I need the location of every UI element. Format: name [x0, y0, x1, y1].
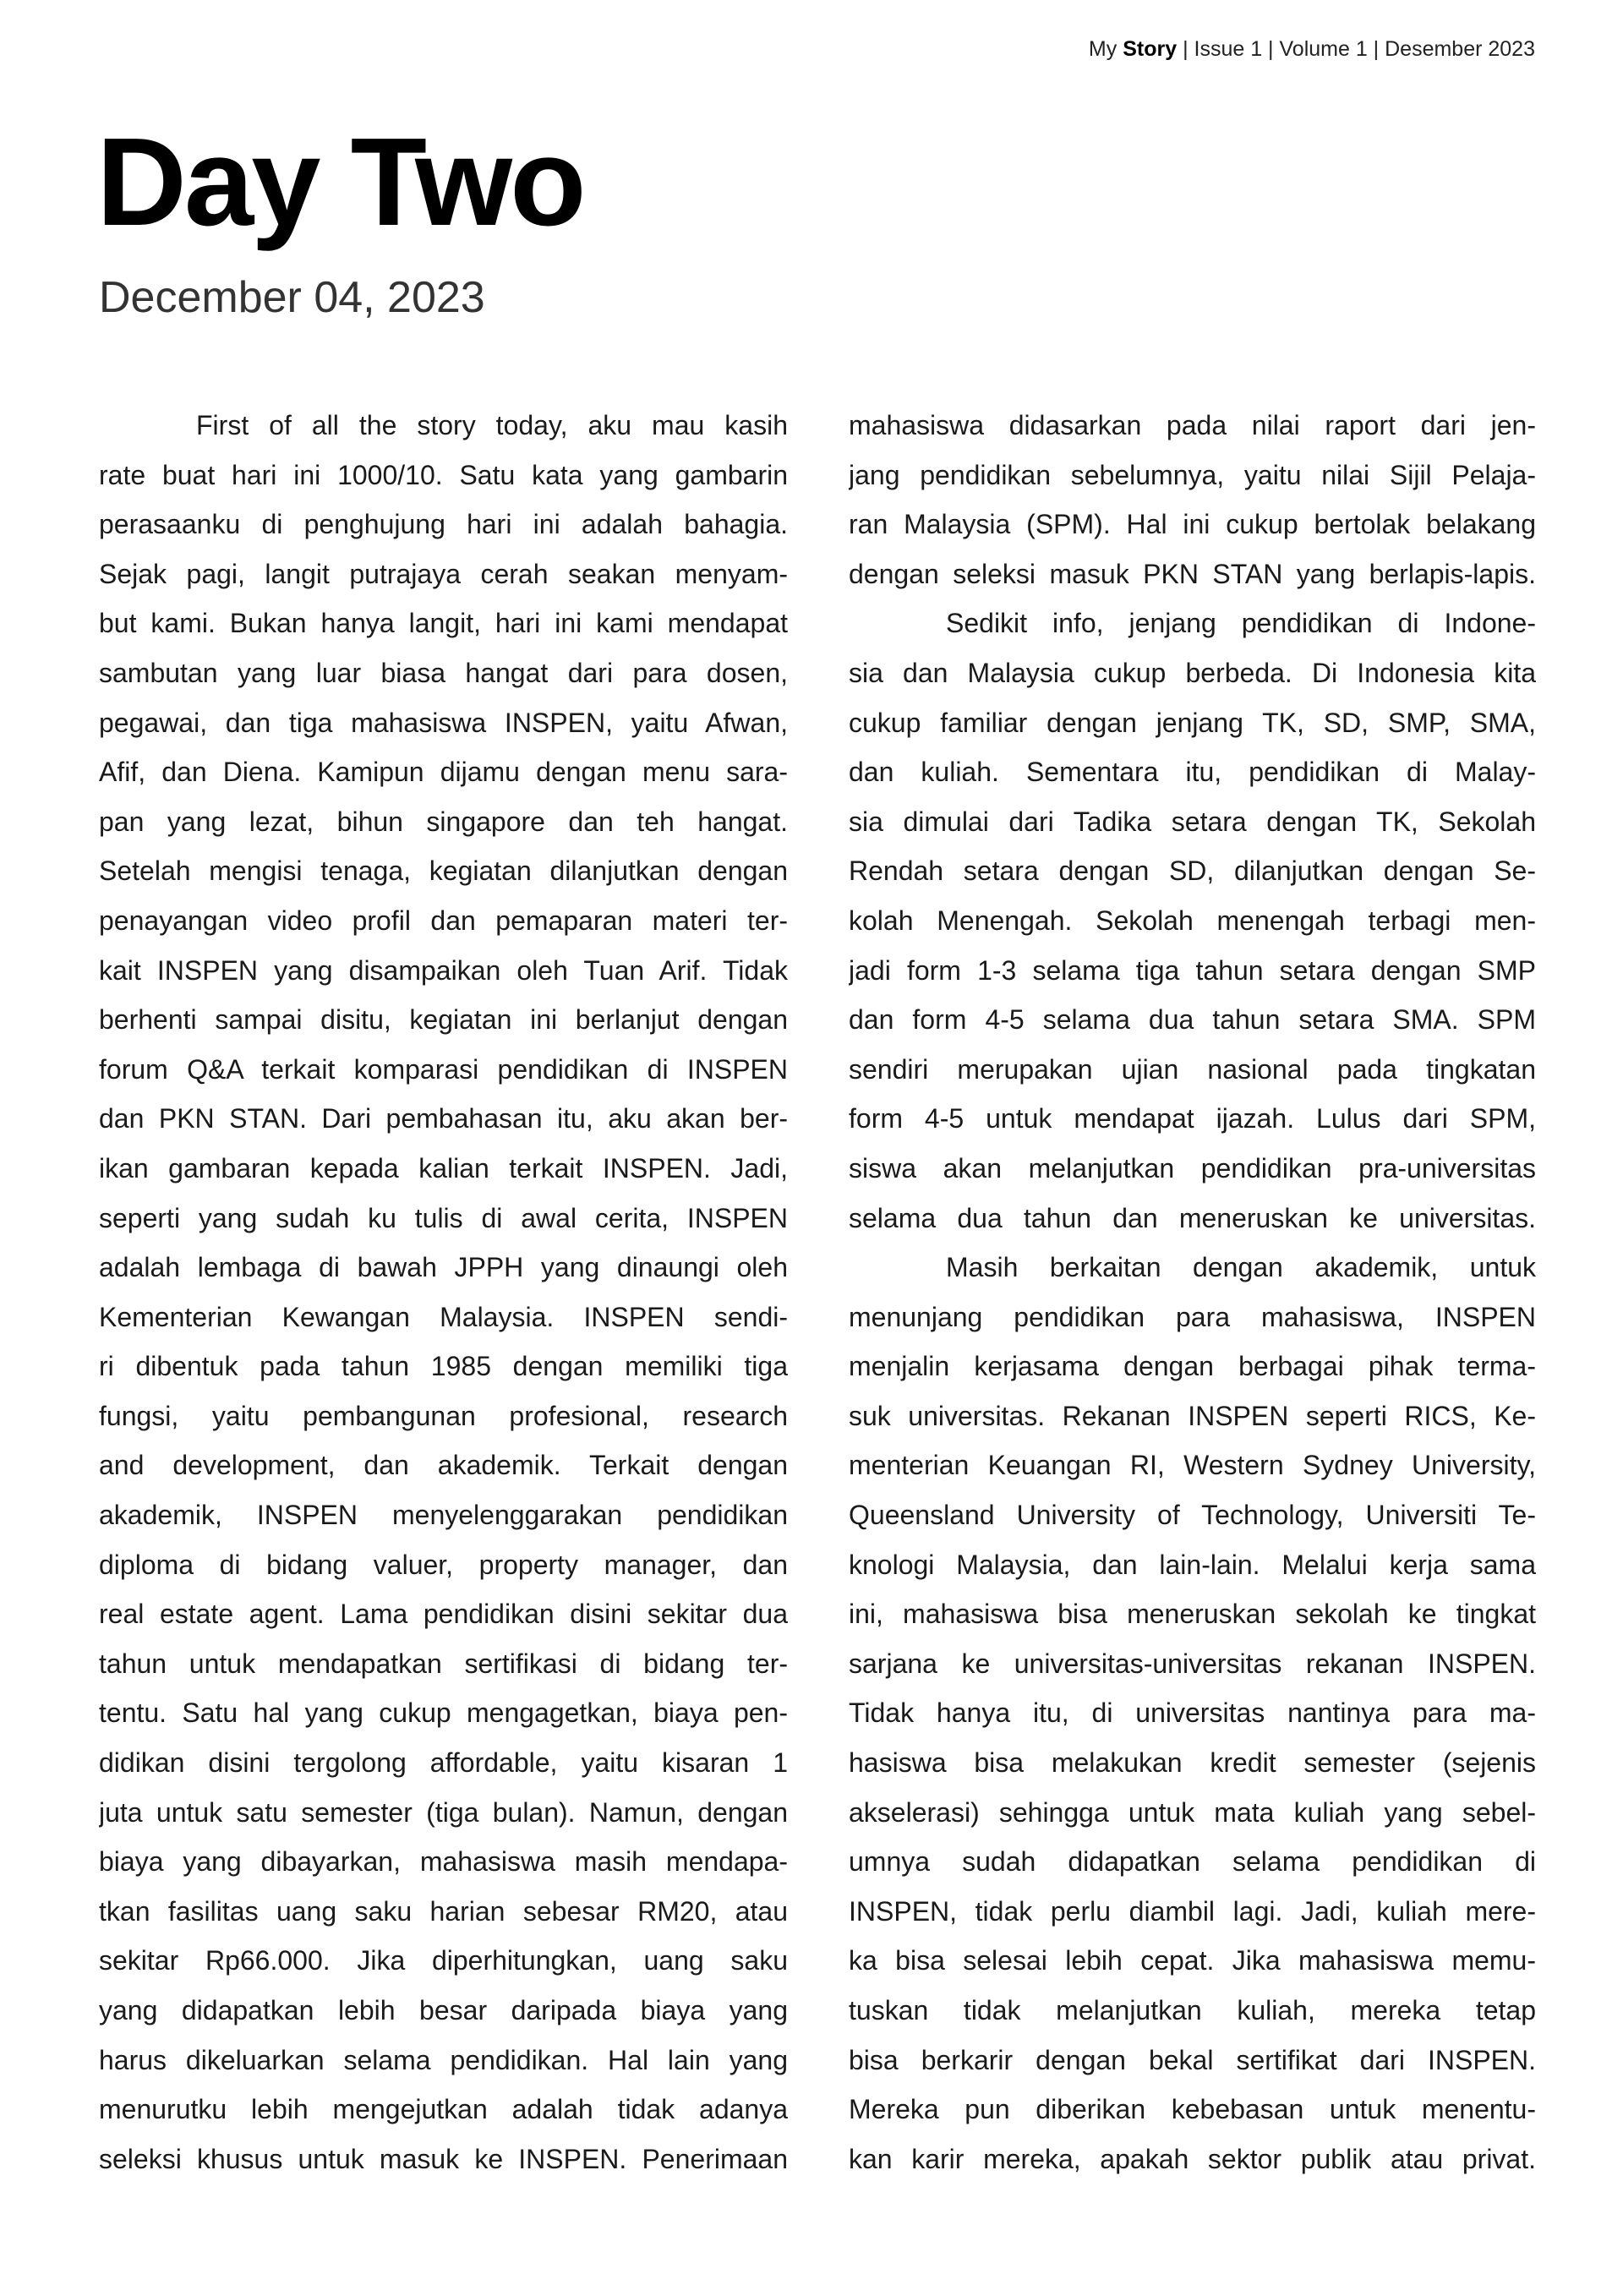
body-text-line: Afif, dan Diena. Kamipun dijamu dengan menu sara- [99, 757, 788, 788]
body-text-line: dengan seleksi masuk PKN STAN yang berlapis-lapis. [849, 558, 1536, 589]
body-text-line: sarjana ke universitas-universitas rekanan INSPEN. [849, 1648, 1536, 1679]
body-text-line: siswa akan melanjutkan pendidikan pra-universitas [849, 1152, 1536, 1184]
body-text-line: forum Q&A terkait komparasi pendidikan di INSPEN [99, 1053, 788, 1085]
body-text-line: akselerasi) sehingga untuk mata kuliah yang sebel- [849, 1796, 1536, 1828]
body-text-line: dan PKN STAN. Dari pembahasan itu, aku akan ber- [99, 1103, 788, 1134]
body-text-line: juta untuk satu semester (tiga bulan). Namun, dengan [99, 1796, 788, 1828]
body-text-line: menjalin kerjasama dengan berbagai pihak terma- [849, 1351, 1536, 1382]
body-text-line: kan karir mereka, apakah sektor publik atau privat. [849, 2143, 1536, 2174]
body-text-line: perasaanku di penghujung hari ini adalah bahagia. [99, 509, 788, 540]
body-text-line: kolah Menengah. Sekolah menengah terbagi men- [849, 905, 1536, 936]
article-date: December 04, 2023 [99, 273, 485, 322]
body-text-line: pegawai, dan tiga mahasiswa INSPEN, yaitu Afwan, [99, 707, 788, 738]
body-text-line: sendiri merupakan ujian nasional pada tingkatan [849, 1053, 1536, 1085]
page-title: Day Two [96, 112, 584, 252]
body-text-line: menunjang pendidikan para mahasiswa, INSPEN [849, 1301, 1536, 1332]
header-issue-info: | Issue 1 | Volume 1 | Desember 2023 [1183, 37, 1535, 61]
body-text-line: First of all the story today, aku mau kasih [196, 410, 788, 440]
body-text-line: jadi form 1-3 selama tiga tahun setara dengan SMP [849, 954, 1536, 986]
body-text-line: hasiswa bisa melakukan kredit semester (sejenis [849, 1747, 1536, 1779]
body-text-line: Masih berkaitan dengan akademik, untuk [946, 1252, 1536, 1283]
body-text-line: INSPEN, tidak perlu diambil lagi. Jadi, kuliah mere- [849, 1895, 1536, 1927]
header-prefix: My [1088, 37, 1118, 61]
body-text-line: penayangan video profil dan pemaparan materi ter- [99, 905, 788, 936]
body-text-line: Sedikit info, jenjang pendidikan di Indone- [946, 608, 1536, 639]
body-text-line: fungsi, yaitu pembangunan profesional, research [99, 1400, 788, 1431]
body-text-line: tahun untuk mendapatkan sertifikasi di bidang ter- [99, 1648, 788, 1679]
body-text-line: berhenti sampai disitu, kegiatan ini berlanjut dengan [99, 1004, 788, 1036]
body-text-line: Mereka pun diberikan kebebasan untuk menentu- [849, 2094, 1536, 2125]
body-text-line: Tidak hanya itu, di universitas nantinya para ma- [849, 1697, 1536, 1729]
body-text-line: adalah lembaga di bawah JPPH yang dinaungi oleh [99, 1252, 788, 1283]
body-text-line: dan form 4-5 selama dua tahun setara SMA. SPM [849, 1004, 1536, 1036]
body-text-line: sia dan Malaysia cukup berbeda. Di Indonesia kita [849, 657, 1536, 688]
body-text-line: ikan gambaran kepada kalian terkait INSPEN. Jadi, [99, 1152, 788, 1184]
body-text-line: harus dikeluarkan selama pendidikan. Hal lain yang [99, 2044, 788, 2075]
body-text-line: seperti yang sudah ku tulis di awal cerita, INSPEN [99, 1202, 788, 1233]
body-text-line: yang didapatkan lebih besar daripada biaya yang [99, 1995, 788, 2025]
body-text-line: kait INSPEN yang disampaikan oleh Tuan Arif. Tidak [99, 954, 788, 986]
body-text-line: biaya yang dibayarkan, mahasiswa masih mendapa- [99, 1846, 788, 1878]
body-text-line: umnya sudah didapatkan selama pendidikan di [849, 1846, 1536, 1878]
body-text-line: bisa berkarir dengan bekal sertifikat dari INSPEN. [849, 2044, 1536, 2075]
body-text-line: pan yang lezat, bihun singapore dan teh hangat. [99, 806, 788, 837]
body-text-line: Rendah setara dengan SD, dilanjutkan dengan Se- [849, 856, 1536, 887]
body-text-line: menterian Keuangan RI, Western Sydney University, [849, 1450, 1536, 1481]
body-text-line: rate buat hari ini 1000/10. Satu kata yang gambarin [99, 459, 788, 490]
body-text-line: akademik, INSPEN menyelenggarakan pendidikan [99, 1500, 788, 1531]
body-text-line: Kementerian Kewangan Malaysia. INSPEN sendi- [99, 1301, 788, 1332]
body-text-line: tuskan tidak melanjutkan kuliah, mereka tetap [849, 1995, 1536, 2025]
body-text-line: ran Malaysia (SPM). Hal ini cukup bertolak belakang [849, 509, 1536, 540]
body-text-line: cukup familiar dengan jenjang TK, SD, SMP, SMA, [849, 707, 1536, 738]
body-text-line: knologi Malaysia, dan lain-lain. Melalui kerja sama [849, 1549, 1536, 1580]
body-text-line: jang pendidikan sebelumnya, yaitu nilai Sijil Pelaja- [849, 459, 1536, 490]
text-column-left [99, 401, 788, 2184]
body-text-line: Sejak pagi, langit putrajaya cerah seakan menyam- [99, 558, 788, 589]
body-text-line: selama dua tahun dan meneruskan ke universitas. [849, 1202, 1536, 1233]
body-text-line: ri dibentuk pada tahun 1985 dengan memiliki tiga [99, 1351, 788, 1382]
text-column-right [849, 401, 1536, 2184]
body-text-line: ini, mahasiswa bisa meneruskan sekolah ke tingkat [849, 1599, 1536, 1630]
body-text-line: suk universitas. Rekanan INSPEN seperti RICS, Ke- [849, 1400, 1536, 1431]
body-text-line: didikan disini tergolong affordable, yaitu kisaran 1 [99, 1747, 788, 1779]
body-text-line: tkan fasilitas uang saku harian sebesar RM20, atau [99, 1895, 788, 1927]
body-text-line: mahasiswa didasarkan pada nilai raport dari jen- [849, 410, 1536, 440]
body-text-line: real estate agent. Lama pendidikan disini sekitar dua [99, 1599, 788, 1630]
body-text-line: ka bisa selesai lebih cepat. Jika mahasiswa memu- [849, 1945, 1536, 1976]
body-text-line: form 4-5 untuk mendapat ijazah. Lulus dari SPM, [849, 1103, 1536, 1134]
body-text-line: sambutan yang luar biasa hangat dari para dosen, [99, 657, 788, 688]
running-header [1089, 37, 1535, 62]
body-text-line: sia dimulai dari Tadika setara dengan TK, Sekolah [849, 806, 1536, 837]
body-text-line: tentu. Satu hal yang cukup mengagetkan, biaya pen- [99, 1697, 788, 1729]
body-text-line: menurutku lebih mengejutkan adalah tidak adanya [99, 2094, 788, 2125]
body-text-line: sekitar Rp66.000. Jika diperhitungkan, uang saku [99, 1945, 788, 1976]
body-text-line: seleksi khusus untuk masuk ke INSPEN. Penerimaan [99, 2143, 788, 2174]
body-text-line: dan kuliah. Sementara itu, pendidikan di Malay- [849, 757, 1536, 788]
body-text-line: and development, dan akademik. Terkait dengan [99, 1450, 788, 1481]
body-text-line: but kami. Bukan hanya langit, hari ini kami mendapat [99, 608, 788, 639]
body-text-line: diploma di bidang valuer, property manager, dan [99, 1549, 788, 1580]
body-text-line: Queensland University of Technology, Universiti Te- [849, 1500, 1536, 1531]
body-text-line: Setelah mengisi tenaga, kegiatan dilanjutkan dengan [99, 856, 788, 887]
header-brand: Story [1123, 37, 1178, 61]
